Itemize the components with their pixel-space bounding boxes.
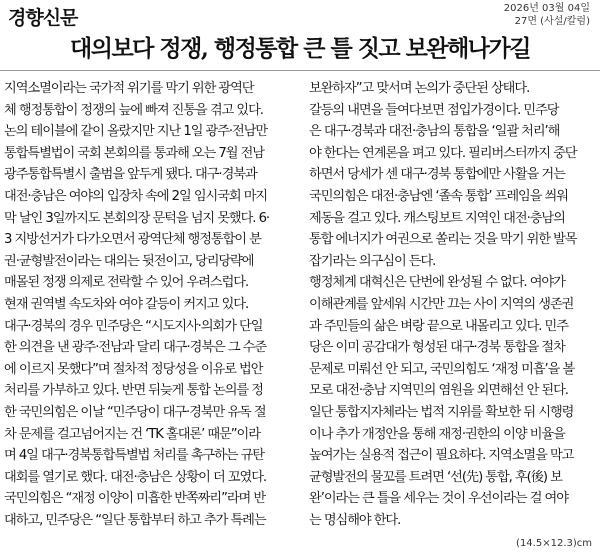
article-line: 며 4일 대구·경북통합특별법 처리를 촉구하는 규탄 [4,448,264,464]
article-line: 제동을 걸고 있다. 캐스팅보트 지역인 대전·충남의 [309,210,565,226]
article-line: 균형발전의 물꼬를 트려면 ‘선(先) 통합, 후(後) 보 [309,469,562,485]
page-info: 27면 (사설/칼럼) [514,16,590,27]
article-line: 문제로 미뤄선 안 되고, 국민의힘도 ‘재정 미흡’을 볼 [309,361,575,377]
article-line: 통합특별법이 국회 본회의를 통과해 오는 7월 전남 [4,145,264,161]
article-line: 갈등의 내면을 들여다보면 점입가경이다. 민주당 [309,102,559,118]
article-line: 는 명심해야 한다. [309,512,401,528]
article-line: 이나 추가 개정안을 통해 재정·권한의 이양 비율을 [309,426,565,442]
article-line: 대구·경북의 경우 민주당은 “시도지사·의회가 단일 [4,318,263,334]
article-line: 광주통합특별시 출범을 앞두게 됐다. 대구·경북과 [4,167,257,183]
article-line: 차 문제를 걸고넘어지는 건 ‘TK 홀대론’ 때문”이라 [4,426,260,442]
article-line: 완’이라는 큰 틀을 세우는 것이 우선이라는 걸 여야 [309,491,568,507]
article-line: 한 의견을 낸 광주·전남과 달리 대구·경북은 그 수준 [4,340,267,356]
article-size-note: (14.5×12.3)cm [516,538,592,549]
article-line: 3 지방선거가 다가오면서 광역단체 행정통합이 분 [4,232,261,248]
article-line: 막 날인 3일까지도 본회의장 문턱을 넘지 못했다. 6· [4,210,270,226]
article-line: 통합 에너지가 여권으로 쏠리는 것을 막기 위한 발목 [309,232,577,248]
article-line: 매몰된 정쟁 의제로 전락할 수 있어 우려스럽다. [4,275,249,291]
article-column-left [4,78,294,531]
headline: 대의보다 정쟁, 행정통합 큰 틀 짓고 보완해나가길 [70,35,530,62]
article-line: 높여가는 실용적 접근이 필요하다. 지역소멸을 막고 [309,448,574,464]
issue-date: 2026년 03월 04일 [503,3,590,14]
article-line: 은 대구·경북과 대전·충남의 통합을 ‘일괄 처리’해 [309,124,560,140]
page-header [0,0,600,30]
article-line: 행정체계 대혁신은 단번에 완성될 수 없다. 여야가 [309,275,565,291]
article-line: 처리를 가부하고 있다. 반면 뒤늦게 통합 논의를 정 [4,383,263,399]
article-line: 에 이르지 못했다”며 절차적 정당성을 이유로 법안 [4,361,263,377]
article-line: 모로 대전·충남 지역민의 염원을 외면해선 안 된다. [309,383,568,399]
newspaper-name: 경향신문 [8,7,78,29]
article-line: 과 주민들의 삶은 벼랑 끝으로 내몰리고 있다. 민주 [309,318,568,334]
article-line: 한 국민의힘은 이날 “민주당이 대구·경북만 유독 절 [4,404,266,420]
article-line: 잡기라는 의구심이 든다. [309,253,436,269]
article-line: 당은 이미 공감대가 형성된 대구·경북 통합을 절차 [309,340,565,356]
issue-meta [504,2,590,28]
article-line: 대회를 열기로 했다. 대전·충남은 상황이 더 꼬였다. [4,469,267,485]
article-line: 국민의힘은 대전·충남엔 ‘졸속 통합’ 프레임을 씌워 [309,188,568,204]
article-column-right [309,78,599,531]
article-line: 권·균형발전이라는 대의는 뒷전이고, 당리당략에 [4,253,254,269]
article-line: 보완하자”고 맞서며 논의가 중단된 상태다. [309,81,530,96]
article-line: 논의 테이블에 같이 올랐지만 지난 1일 광주·전남만 [4,124,268,140]
article-line: 대하고, 민주당은 “일단 통합부터 하고 추가 특례는 [4,512,266,528]
article-line: 지역소멸이라는 국가적 위기를 막기 위한 광역단 [4,81,254,96]
article-line: 이해관계를 앞세워 시간만 끄는 사이 지역의 생존권 [309,296,574,312]
article-line: 하면서 당세가 센 대구·경북 통합에만 사활을 거는 [309,167,565,183]
article-line: 야 한다는 연계론을 펴고 있다. 필리버스터까지 중단 [309,145,577,161]
article-line: 대전·충남은 여야의 입장차 속에 2일 임시국회 마지 [4,188,268,204]
article-line: 현재 권역별 속도차와 여야 갈등이 커지고 있다. [4,296,249,312]
article-line: 국민의힘은 “재정 이양이 미흡한 반쪽짜리”라며 반 [4,491,266,507]
headline-divider [0,70,600,71]
article-line: 체 행정통합이 정쟁의 늪에 빠져 진통을 겪고 있다. [4,102,263,118]
article-line: 일단 통합지자체라는 법적 지위를 확보한 뒤 시행령 [309,404,574,420]
